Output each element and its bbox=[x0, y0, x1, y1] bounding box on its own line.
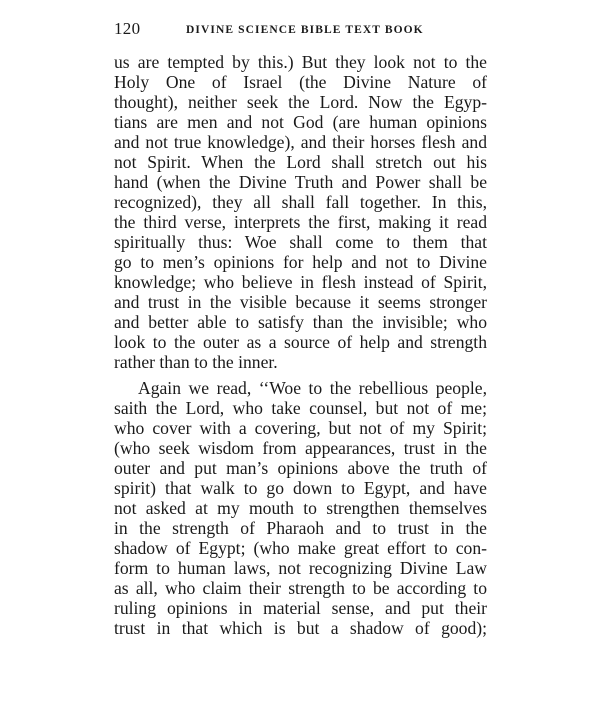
paragraph-2 bbox=[114, 378, 487, 638]
text-line: and better able to satisfy than the invisible; who bbox=[114, 312, 487, 332]
text-line: thought), neither seek the Lord. Now the Egyp- bbox=[114, 92, 487, 112]
text-line: trust in that which is but a shadow of good); bbox=[114, 618, 487, 638]
text-line: who cover with a covering, but not of my Spirit; bbox=[114, 418, 487, 438]
text-line: and not true knowledge), and their horses flesh and bbox=[114, 132, 487, 152]
text-line: (who seek wisdom from appearances, trust in the bbox=[114, 438, 487, 458]
paragraph-1 bbox=[114, 52, 487, 372]
text-line: rather than to the inner. bbox=[114, 352, 278, 372]
text-line: ruling opinions in material sense, and put their bbox=[114, 598, 487, 618]
text-line: Again we read, ‘‘Woe to the rebellious people, bbox=[138, 378, 487, 398]
text-line: spirit) that walk to go down to Egypt, and have bbox=[114, 478, 487, 498]
text-line: tians are men and not God (are human opinions bbox=[114, 112, 487, 132]
body-text bbox=[114, 52, 487, 638]
text-line: not asked at my mouth to strengthen themselves bbox=[114, 498, 487, 518]
text-line: outer and put man’s opinions above the truth of bbox=[114, 458, 487, 478]
text-line: the third verse, interprets the first, making it read bbox=[114, 212, 487, 232]
text-line: look to the outer as a source of help and strength bbox=[114, 332, 487, 352]
text-line: knowledge; who believe in flesh instead of Spirit, bbox=[114, 272, 487, 292]
text-line: and trust in the visible because it seems stronger bbox=[114, 292, 487, 312]
text-line: form to human laws, not recognizing Divine Law bbox=[114, 558, 487, 578]
text-line: recognized), they all shall fall together. In this, bbox=[114, 192, 487, 212]
text-line: as all, who claim their strength to be according to bbox=[114, 578, 487, 598]
running-head-title: DIVINE SCIENCE BIBLE TEXT BOOK bbox=[186, 24, 424, 36]
text-line: spiritually thus: Woe shall come to them that bbox=[114, 232, 487, 252]
text-line: saith the Lord, who take counsel, but not of me; bbox=[114, 398, 487, 418]
running-head bbox=[114, 20, 487, 38]
text-line: shadow of Egypt; (who make great effort to con- bbox=[114, 538, 487, 558]
text-line: go to men’s opinions for help and not to Divine bbox=[114, 252, 487, 272]
page-number: 120 bbox=[114, 19, 141, 38]
text-line: us are tempted by this.) But they look not to the bbox=[114, 52, 487, 72]
text-line: hand (when the Divine Truth and Power shall be bbox=[114, 172, 487, 192]
text-line: not Spirit. When the Lord shall stretch out his bbox=[114, 152, 487, 172]
text-line: Holy One of Israel (the Divine Nature of bbox=[114, 72, 487, 92]
text-line: in the strength of Pharaoh and to trust in the bbox=[114, 518, 487, 538]
